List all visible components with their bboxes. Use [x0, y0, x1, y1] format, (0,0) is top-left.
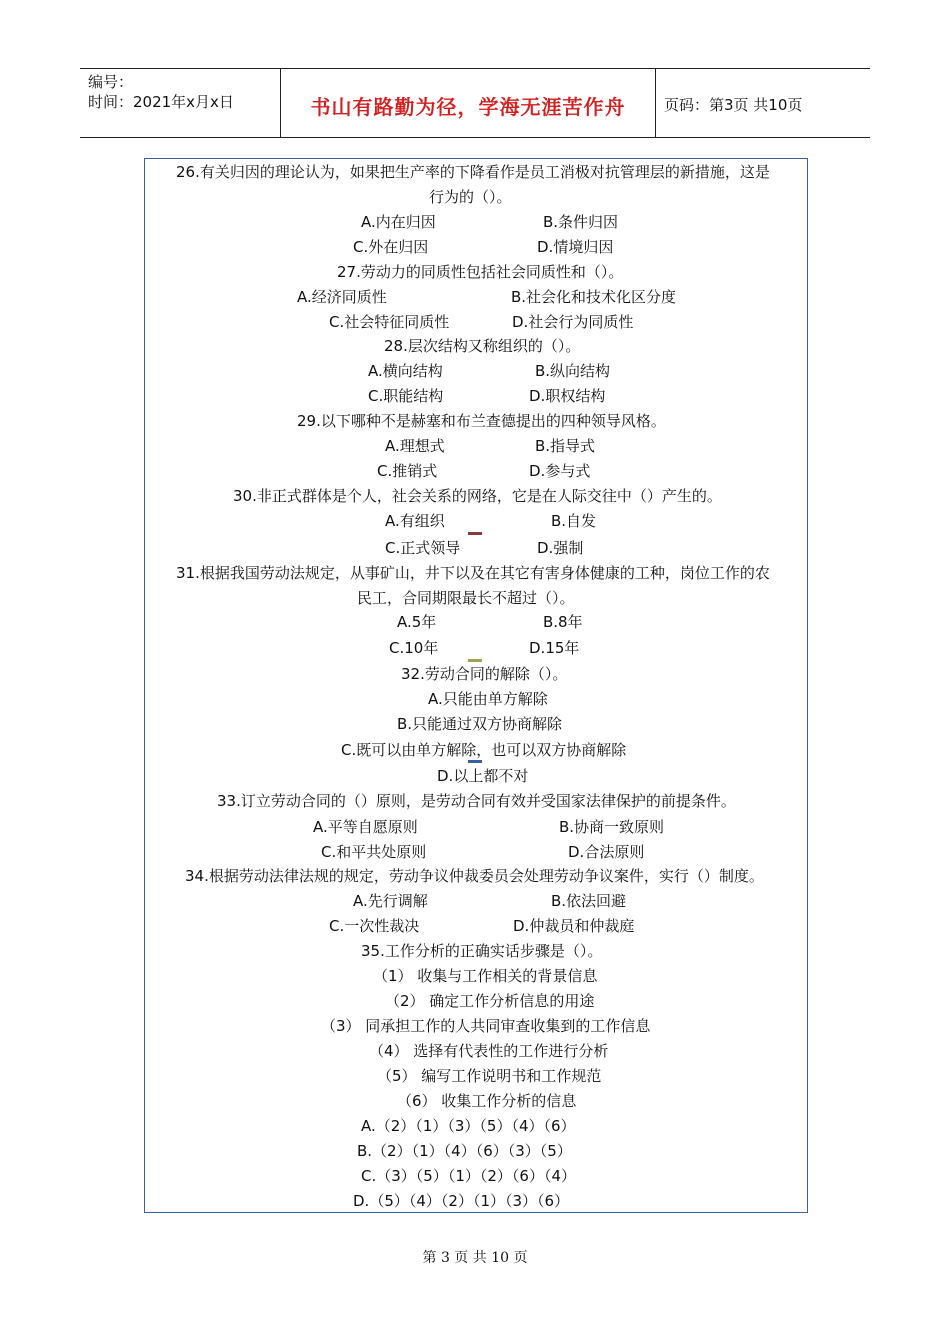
ink-mark: [468, 532, 482, 535]
option-26-d: D.情境归因: [537, 238, 614, 256]
step-35-6: （6） 收集工作分析的信息: [397, 1092, 577, 1110]
option-26-b: B.条件归因: [543, 213, 619, 231]
header-left-cell: [80, 69, 280, 137]
page-header: [80, 68, 870, 138]
question-26: 26.有关归因的理论认为，如果把生产率的下降看作是员工消极对抗管理层的新措施，这是: [176, 163, 770, 181]
option-31-b: B.8年: [543, 613, 583, 631]
header-center-cell: [280, 69, 656, 137]
option-35-d: D.（5）（4）（2）（1）（3）（6）: [353, 1192, 570, 1210]
option-30-c: C.正式领导: [385, 539, 461, 557]
question-32: 32.劳动合同的解除（）。: [401, 665, 568, 683]
option-31-d: D.15年: [529, 639, 580, 657]
header-right-cell: [656, 69, 870, 137]
option-27-a: A.经济同质性: [297, 288, 387, 306]
option-30-d: D.强制: [537, 539, 584, 557]
option-29-d: D.参与式: [529, 462, 591, 480]
option-27-c: C.社会特征同质性: [329, 313, 450, 331]
option-35-a: A.（2）（1）（3）（5）（4）（6）: [361, 1117, 576, 1135]
option-29-a: A.理想式: [385, 437, 445, 455]
question-33: 33.订立劳动合同的（）原则，是劳动合同有效并受国家法律保护的前提条件。: [217, 792, 736, 810]
question-34: 34.根据劳动法律法规的规定，劳动争议仲裁委员会处理劳动争议案件，实行（）制度。: [185, 867, 764, 885]
page-code: 页码：第3页 共10页: [664, 96, 803, 114]
option-31-a: A.5年: [397, 613, 437, 631]
option-26-a: A.内在归因: [361, 213, 436, 231]
option-26-c: C.外在归因: [353, 238, 429, 256]
question-28: 28.层次结构又称组织的（）。: [384, 337, 581, 355]
option-29-b: B.指导式: [535, 437, 596, 455]
document-time: 时间：2021年x月x日: [88, 93, 234, 111]
option-28-b: B.纵向结构: [535, 362, 611, 380]
option-32-d: D.以上都不对: [437, 767, 529, 785]
option-35-b: B.（2）（1）（4）（6）（3）（5）: [357, 1142, 572, 1160]
option-32-b: B.只能通过双方协商解除: [397, 715, 563, 733]
question-31: 31.根据我国劳动法规定，从事矿山，井下以及在其它有害身体健康的工种，岗位工作的农: [176, 564, 770, 582]
option-34-a: A.先行调解: [353, 892, 428, 910]
option-34-d: D.仲裁员和仲裁庭: [513, 917, 635, 935]
option-31-c: C.10年: [389, 639, 439, 657]
question-29: 29.以下哪种不是赫塞和布兰查德提出的四种领导风格。: [297, 412, 666, 430]
ink-mark: [468, 760, 482, 763]
header-motto: 书山有路勤为径，学海无涯苦作舟: [310, 95, 626, 119]
option-34-c: C.一次性裁决: [329, 917, 420, 935]
option-30-b: B.自发: [551, 512, 597, 530]
ink-mark: [468, 659, 482, 662]
option-34-b: B.依法回避: [551, 892, 627, 910]
option-32-c: C.既可以由单方解除，也可以双方协商解除: [341, 741, 627, 759]
step-35-3: （3） 同承担工作的人共同审查收集到的工作信息: [321, 1017, 651, 1035]
step-35-4: （4） 选择有代表性的工作进行分析: [369, 1042, 609, 1060]
option-33-d: D.合法原则: [568, 843, 645, 861]
option-33-a: A.平等自愿原则: [313, 818, 418, 836]
step-35-5: （5） 编写工作说明书和工作规范: [377, 1067, 602, 1085]
option-27-b: B.社会化和技术化区分度: [511, 288, 677, 306]
option-29-c: C.推销式: [377, 462, 438, 480]
option-33-c: C.和平共处原则: [321, 843, 427, 861]
option-30-a: A.有组织: [385, 512, 445, 530]
step-35-1: （1） 收集与工作相关的背景信息: [373, 967, 598, 985]
question-31-cont: 民工，合同期限最长不超过（）。: [357, 589, 575, 607]
question-30: 30.非正式群体是个人，社会关系的网络，它是在人际交往中（）产生的。: [233, 487, 722, 505]
option-28-c: C.职能结构: [368, 387, 444, 405]
option-28-d: D.职权结构: [529, 387, 606, 405]
question-27: 27.劳动力的同质性包括社会同质性和（）。: [337, 263, 624, 281]
option-32-a: A.只能由单方解除: [428, 690, 548, 708]
step-35-2: （2） 确定工作分析信息的用途: [385, 992, 595, 1010]
option-35-c: C.（3）（5）（1）（2）（6）（4）: [361, 1167, 577, 1185]
question-26-cont: 行为的（）。: [429, 188, 512, 206]
option-33-b: B.协商一致原则: [559, 818, 665, 836]
question-35: 35.工作分析的正确实话步骤是（）。: [361, 942, 603, 960]
option-27-d: D.社会行为同质性: [512, 313, 634, 331]
document-number: 编号：: [88, 73, 134, 91]
page-footer: 第 3 页 共 10 页: [422, 1250, 528, 1266]
option-28-a: A.横向结构: [368, 362, 443, 380]
